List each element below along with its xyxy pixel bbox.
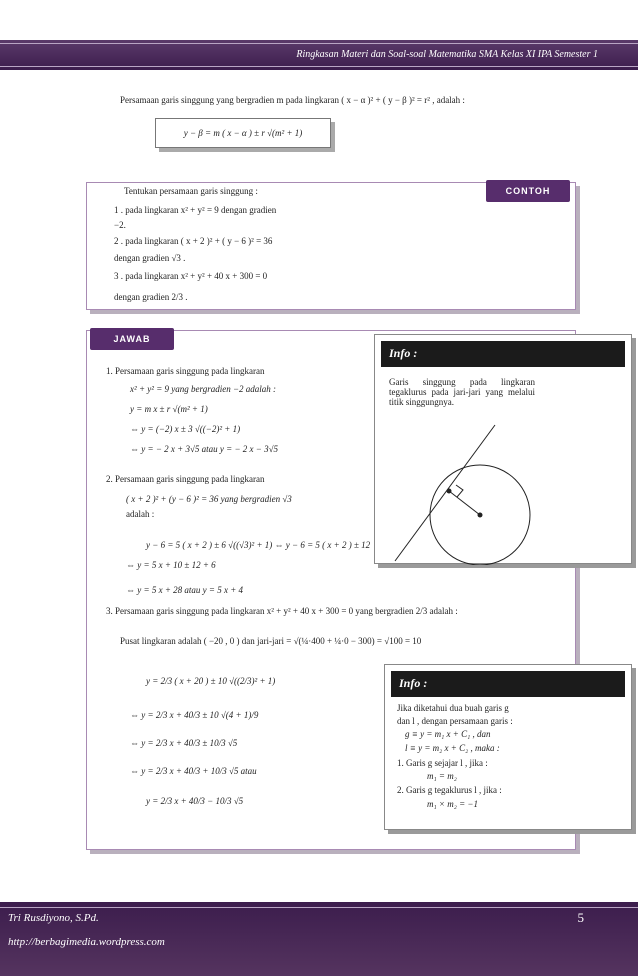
page-number: 5: [577, 910, 584, 925]
tangent-point: [447, 489, 452, 494]
answer1-line2: x² + y² = 9 yang bergradien −2 adalah :: [130, 384, 277, 394]
contoh-item-2: 2 . pada lingkaran ( x + 2 )² + ( y − 6 )² = 36: [114, 236, 273, 246]
info2-line8: m₁ × m₂ = −1: [427, 799, 478, 809]
contoh-item-3: 3 . pada lingkaran x² + y² + 40 x + 300 = 0: [114, 271, 268, 281]
answer1-line4: ⇔ y = (−2) x ± 3 √((−2)² + 1): [130, 424, 241, 434]
radius-line: [449, 491, 480, 515]
answer3-line5: ⇔ y = 2/3 x + 40/3 ± 10/3 √5: [130, 738, 238, 748]
contoh-item-2b: dengan gradien √3 .: [114, 253, 186, 263]
header-title: Ringkasan Materi dan Soal-soal Matematika SMA Kelas XI IPA Semester 1: [296, 49, 598, 60]
info2-line6: m₁ = m₂: [427, 771, 457, 781]
contoh-item-1: 1 . pada lingkaran x² + y² = 9 dengan gradien: [114, 205, 277, 215]
answer2-line5: ⇔ y = 5 x + 10 ± 12 + 6: [126, 560, 216, 570]
info2-line4: l ≡ y = m₂ x + C₂ , maka :: [405, 743, 500, 753]
info2-line5: 1. Garis g sejajar l , jika :: [397, 758, 488, 768]
answer2-line3: adalah :: [126, 509, 155, 519]
answer1-line5: ⇔ y = − 2 x + 3√5 atau y = − 2 x − 3√5: [130, 444, 279, 454]
answer3-line2: Pusat lingkaran adalah ( −20 , 0 ) dan jari-jari = √(¼·400 + ¼·0 − 300) = √100 = 10: [120, 636, 422, 646]
contoh-label: CONTOH: [486, 180, 570, 202]
answer1-line1: 1. Persamaan garis singgung pada lingkaran: [106, 366, 265, 376]
tangent-diagram: [375, 335, 633, 565]
footer-site[interactable]: http://berbagimedia.wordpress.com: [8, 936, 165, 948]
footer-author: Tri Rusdiyono, S.Pd.: [8, 912, 99, 924]
answer1-line3: y = m x ± r √(m² + 1): [130, 404, 208, 414]
right-angle-mark: [456, 485, 463, 497]
tangent-line: [395, 425, 495, 561]
answer3-line1: 3. Persamaan garis singgung pada lingkaran x² + y² + 40 x + 300 = 0 yang bergradien 2/3 adalah :: [106, 606, 458, 616]
formula-box: [155, 118, 331, 148]
contoh-lead: Tentukan persamaan garis singgung :: [124, 186, 258, 196]
info2-line1: Jika diketahui dua buah garis g: [397, 703, 509, 713]
info-box-gradient: [384, 664, 632, 830]
answer2-line2: ( x + 2 )² + (y − 6 )² = 36 yang bergradien √3: [126, 494, 292, 504]
info-text: Garis singgung pada lingkaran tegaklurus pada jari-jari yang melalui titik singgungnya.: [389, 377, 535, 407]
info2-line3: g ≡ y = m₁ x + C₁ , dan: [405, 729, 491, 739]
info-title: Info :: [381, 341, 625, 367]
info2-title: Info :: [391, 671, 625, 697]
contoh-item-3b: dengan gradien 2/3 .: [114, 292, 188, 302]
answer3-line7: y = 2/3 x + 40/3 − 10/3 √5: [146, 796, 244, 806]
answer2-line1: 2. Persamaan garis singgung pada lingkaran: [106, 474, 265, 484]
info-box-tangent: [374, 334, 632, 564]
center-point: [478, 513, 483, 518]
jawab-label: JAWAB: [90, 328, 174, 350]
answer2-line4: y − 6 = 5 ( x + 2 ) ± 6 √((√3)² + 1) ⇔ y − 6 = 5 ( x + 2 ) ± 12: [146, 540, 371, 550]
header-band: [0, 40, 638, 70]
info2-line7: 2. Garis g tegaklurus l , jika :: [397, 785, 502, 795]
formula-text: y − β = m ( x − α ) ± r √(m² + 1): [183, 128, 303, 138]
answer3-line3: y = 2/3 ( x + 20 ) ± 10 √((2/3)² + 1): [146, 676, 276, 686]
answer3-line6: ⇔ y = 2/3 x + 40/3 + 10/3 √5 atau: [130, 766, 257, 776]
answer3-line4: ⇔ y = 2/3 x + 40/3 ± 10 √(4 + 1)/9: [130, 710, 259, 720]
contoh-item-1b: −2.: [114, 220, 126, 230]
intro-text: Persamaan garis singgung yang bergradien m pada lingkaran ( x − α )² + ( y − β )² = r² , adalah :: [120, 95, 465, 105]
info2-line2: dan l , dengan persamaan garis :: [397, 716, 513, 726]
answer2-line6: ⇔ y = 5 x + 28 atau y = 5 x + 4: [126, 585, 244, 595]
